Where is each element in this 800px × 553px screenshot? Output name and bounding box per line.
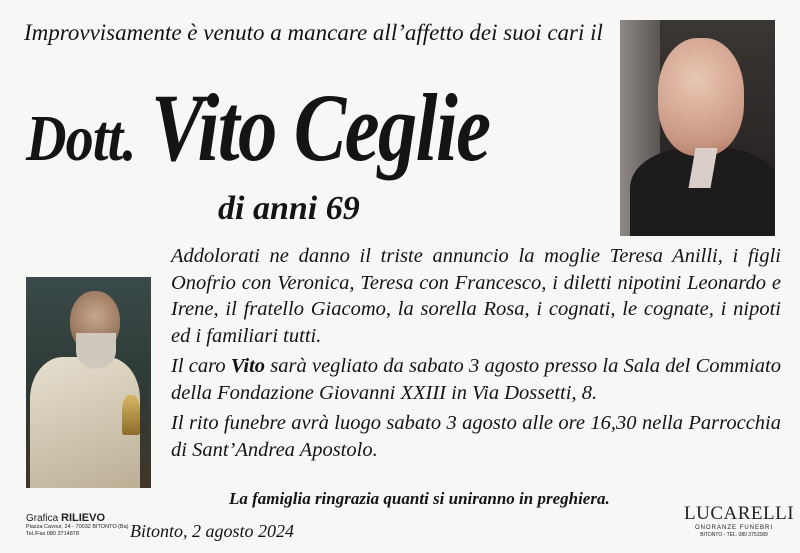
printer-credit	[26, 512, 136, 538]
grafica-phone: Tel./Fax 080 3714878	[26, 531, 79, 537]
logo-contact: BITONTO - TEL. 080 3751589	[700, 532, 768, 538]
saint-image	[26, 277, 151, 488]
grafica-address: Piazza Cavour, 24 - 70032 BITONTO (Ba)	[26, 524, 129, 530]
grafica-label: Grafica	[26, 513, 59, 524]
age-text: di anni 69	[218, 190, 360, 227]
dateline: Bitonto, 2 agosto 2024	[130, 521, 295, 541]
grafica-name: RILIEVO	[61, 512, 106, 524]
thanks-text: La famiglia ringrazia quanti si uniranno in preghiera.	[229, 489, 610, 508]
announcement-body	[171, 243, 781, 467]
deceased-name	[26, 72, 564, 183]
funeral-home-logo	[684, 503, 795, 538]
deceased-first-name: Vito	[230, 355, 266, 377]
logo-brand: LUCARELLI	[684, 503, 795, 524]
wake-paragraph: Il caro Vito sarà vegliato da sabato 3 agosto presso la Sala del Commiato della Fondazione Giovanni XXIII in Via Dossetti, 8.	[171, 355, 781, 404]
family-paragraph: Addolorati ne danno il triste annuncio la moglie Teresa Anilli, i figli Onofrio con Veronica, Teresa con Francesco, i diletti nipotini Leonardo e Irene, il fratello Giacomo, la sorella Rosa, i cognati, le cognate, i nipoti ed i familiari tutti.	[171, 245, 781, 347]
logo-subtitle: ONORANZE FUNEBRI	[694, 525, 773, 531]
funeral-paragraph: Il rito funebre avrà luogo sabato 3 agosto alle ore 16,30 nella Parrocchia di Sant’Andrea Apostolo.	[171, 412, 781, 461]
full-name: Vito Ceglie	[150, 74, 490, 181]
portrait-photo	[620, 20, 775, 236]
honorific-title: Dott.	[26, 102, 136, 175]
intro-text: Improvvisamente è venuto a mancare all’affetto dei suoi cari il	[24, 20, 603, 45]
